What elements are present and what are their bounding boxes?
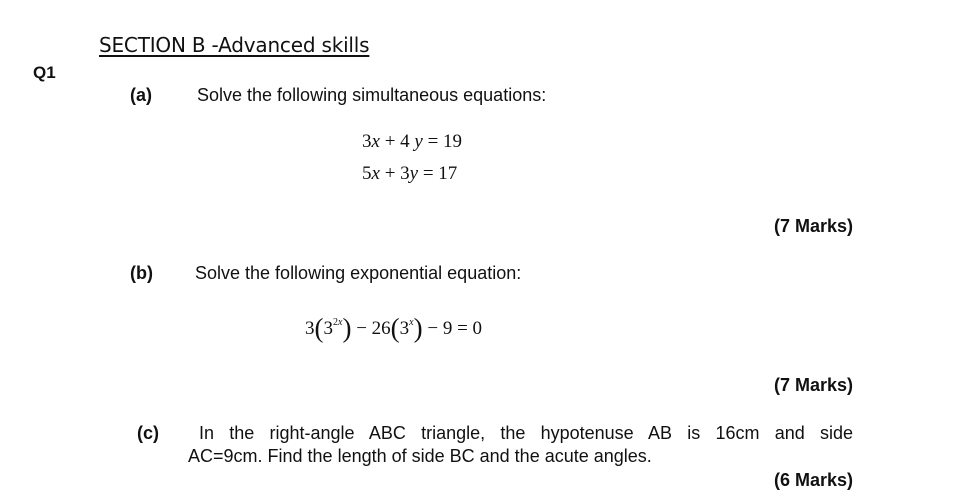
part-c-marks: (6 Marks) [773, 470, 853, 490]
part-b-marks: (7 Marks) [773, 375, 853, 395]
section-title: SECTION B -Advanced skills [99, 33, 370, 57]
part-c-label: (c) [137, 423, 159, 443]
part-b-label: (b) [130, 263, 153, 283]
question-number: Q1 [33, 63, 56, 82]
exponential-equation: $3(3^{2x}) - 26(3^x) - 9 = 0$ [305, 313, 483, 343]
part-a-label: (a) [130, 85, 152, 105]
part-b-prompt: Solve the following exponential equation: [195, 263, 522, 283]
part-c-text-line-2: AC=9cm. Find the length of side BC and the acute angles. [188, 446, 652, 466]
equation-1: 3x + 4 y = 19 [362, 131, 463, 152]
part-a-marks: (7 Marks) [773, 216, 853, 236]
part-c-text-line-1: In the right-angle ABC triangle, the hypotenuse AB is 16cm and side [199, 423, 853, 443]
equation-2: 5x + 3y = 17 [362, 163, 458, 184]
part-a-prompt: Solve the following simultaneous equations: [197, 85, 547, 105]
